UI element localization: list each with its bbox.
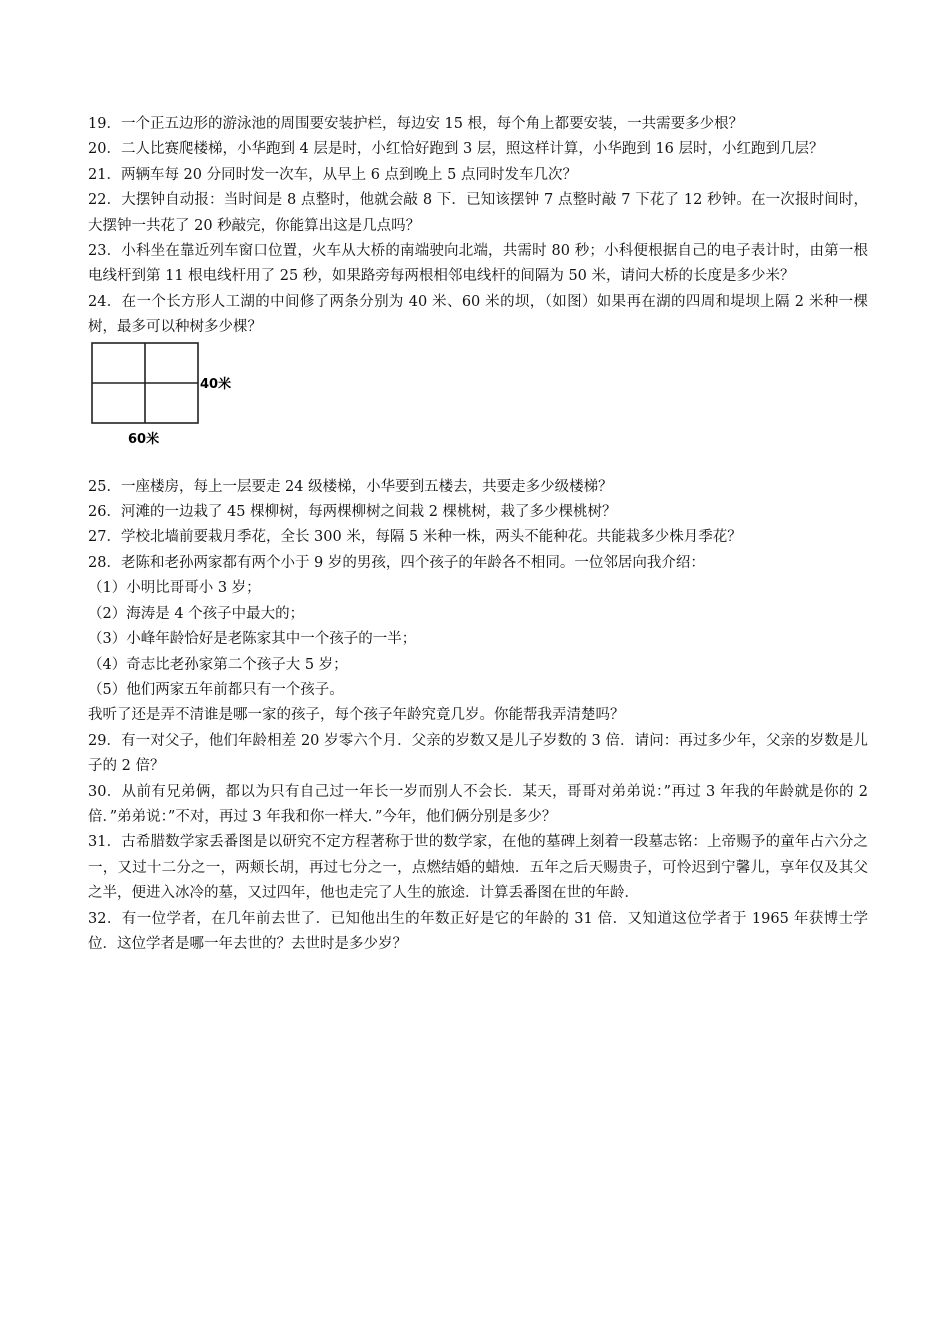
document-page xyxy=(88,112,868,957)
problem-32: 32．有一位学者，在几年前去世了．已知他出生的年数正好是它的年龄的 31 倍．又知道这位学者于 1965 年获博士学位．这位学者是哪一年去世的？去世时是多少岁？ xyxy=(88,910,868,952)
label-60m: 60米 xyxy=(128,431,160,447)
problem-25: 25．一座楼房，每上一层要走 24 级楼梯，小华要到五楼去，共要走多少级楼梯？ xyxy=(88,478,613,495)
problem-30: 30．从前有兄弟俩，都以为只有自己过一年长一岁而别人不会长．某天，哥哥对弟弟说：”再过 3 年我的年龄就是你的 2 倍．”弟弟说：”不对，再过 3 年我和你一样大．”今年，他们俩分别是多少？ xyxy=(88,783,868,825)
problem-23: 23．小科坐在靠近列车窗口位置，火车从大桥的南端驶向北端，共需时 80 秒；小科便根据自己的电子表计时，由第一根电线杆到第 11 根电线杆用了 25 秒，如果路旁每两根相邻电线杆的间隔为 50 米，请问大桥的长度是多少米？ xyxy=(88,243,868,285)
problem-28-clue-1: （1）小明比哥哥小 3 岁； xyxy=(88,580,261,597)
problem-26: 26．河滩的一边栽了 45 棵柳树，每两棵柳树之间栽 2 棵桃树，栽了多少棵桃树？ xyxy=(88,504,617,521)
problem-28-clue-4: （4）奇志比老孙家第二个孩子大 5 岁； xyxy=(88,656,348,673)
problem-19: 19．一个正五边形的游泳池的周围要安装护栏，每边安 15 根，每个角上都要安装，一共需要多少根？ xyxy=(88,116,744,132)
problem-24: 24．在一个长方形人工湖的中间修了两条分别为 40 米、60 米的坝，（如图）如果再在湖的四周和堤坝上隔 2 米种一棵树，最多可以种树多少棵？ xyxy=(88,293,868,336)
label-40m: 40米 xyxy=(200,376,232,392)
problem-28-clue-3: （3）小峰年龄恰好是老陈家其中一个孩子的一半； xyxy=(88,631,417,648)
problem-28-clue-5: （5）他们两家五年前都只有一个孩子。 xyxy=(88,681,344,698)
problem-28: 28．老陈和老孙两家都有两个小于 9 岁的男孩，四个孩子的年龄各不相同。一位邻居向我介绍： xyxy=(88,554,705,571)
problem-29: 29．有一对父子，他们年龄相差 20 岁零六个月．父亲的岁数又是儿子岁数的 3 倍．请问：再过多少年，父亲的岁数是儿子的 2 倍？ xyxy=(88,732,868,775)
problem-22: 22．大摆钟自动报：当时间是 8 点整时，他就会敲 8 下．已知该摆钟 7 点整时敲 7 下花了 12 秒钟。在一次报时间时，大摆钟一共花了 20 秒敲完，你能算出这是几点吗？ xyxy=(88,192,868,234)
problem-28-clue-2: （2）海涛是 4 个孩子中最大的； xyxy=(88,605,305,622)
problem-20: 20．二人比赛爬楼梯，小华跑到 4 层是时，小红恰好跑到 3 层，照这样计算，小华跑到 16 层时，小红跑到几层？ xyxy=(88,141,824,158)
problem-21: 21．两辆车每 20 分同时发一次车，从早上 6 点到晚上 5 点同时发车几次？ xyxy=(88,166,578,183)
problem-27: 27．学校北墙前要栽月季花，全长 300 米，每隔 5 米种一株，两头不能种花。共能栽多少株月季花？ xyxy=(88,529,742,546)
problem-28-question: 我听了还是弄不清谁是哪一家的孩子，每个孩子年龄究竟几岁。你能帮我弄清楚吗？ xyxy=(88,707,625,724)
lake-diagram-svg xyxy=(90,341,290,457)
lake-diagram xyxy=(90,341,290,457)
problem-31: 31．古希腊数学家丢番图是以研究不定方程著称于世的数学家，在他的墓碑上刻着一段墓志铭：上帝赐予的童年占六分之一，又过十二分之一，两颊长胡，再过七分之一，点燃结婚的蜡烛．五年之后天赐贵子，可怜迟到宁馨儿，享年仅及其父之半，便进入冰冷的墓，又过四年，他也走完了人生的旅途．计算丢番图在世的年龄． xyxy=(88,834,868,902)
